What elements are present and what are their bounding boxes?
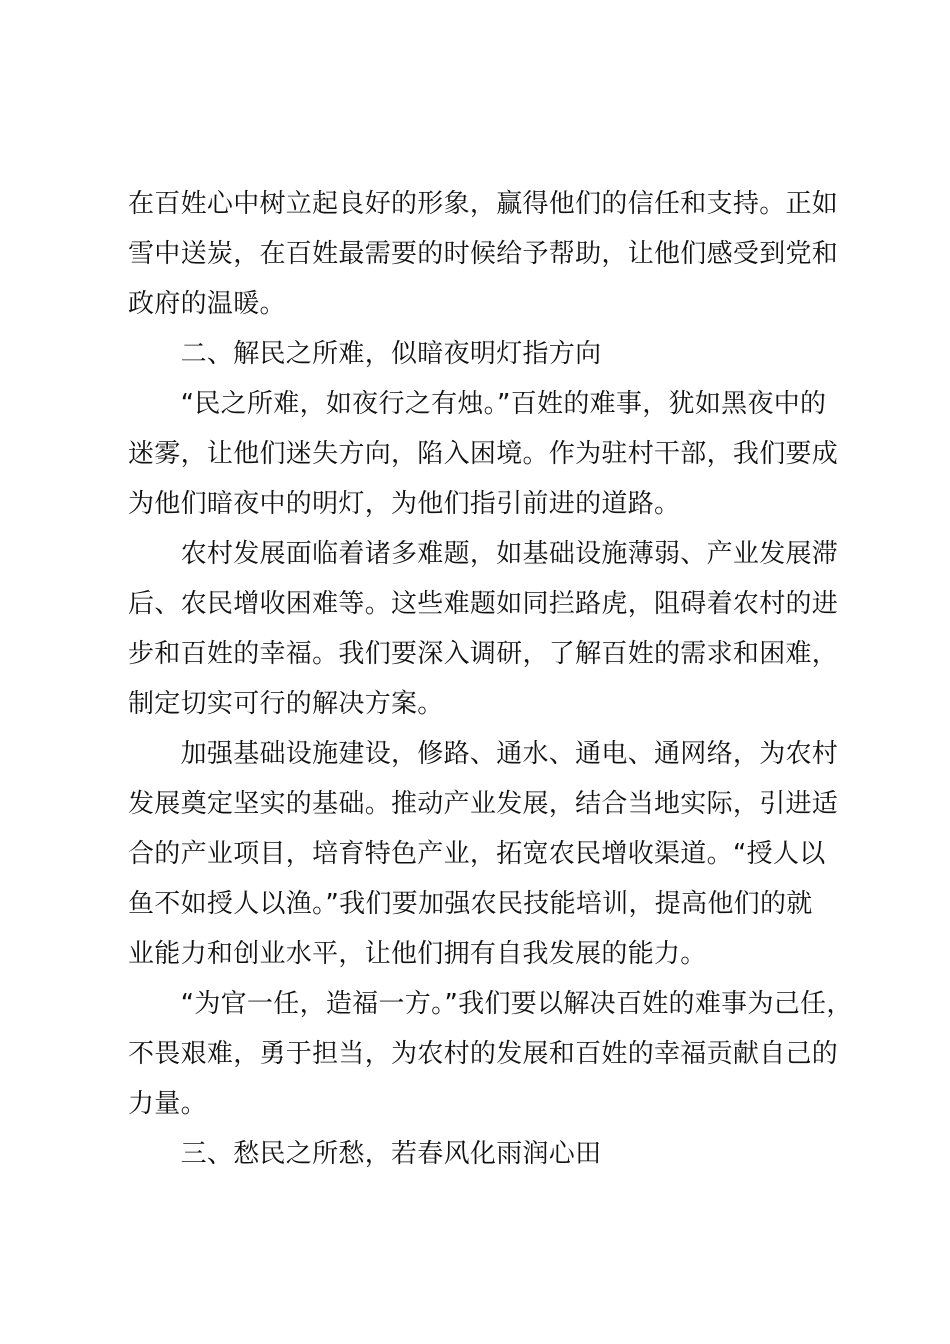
- text-line: 政府的温暖。: [128, 289, 286, 319]
- text-line: 制定切实可行的解决方案。: [128, 689, 444, 719]
- text-line: 业能力和创业水平，让他们拥有自我发展的能力。: [128, 939, 707, 969]
- text-line: 鱼不如授人以渔。”我们要加强农民技能培训，提高他们的就: [128, 889, 813, 919]
- text-line: 力量。: [128, 1089, 207, 1119]
- text-line: 合的产业项目，培育特色产业，拓宽农民增收渠道。“授人以: [128, 839, 826, 869]
- text-line: 迷雾，让他们迷失方向，陷入困境。作为驻村干部，我们要成: [128, 439, 839, 469]
- text-line: 加强基础设施建设，修路、通水、通电、通网络，为农村: [128, 739, 839, 769]
- text-line: 发展奠定坚实的基础。推动产业发展，结合当地实际，引进适: [128, 789, 839, 819]
- text-line: 后、农民增收困难等。这些难题如同拦路虎，阻碍着农村的进: [128, 589, 839, 619]
- text-line: “民之所难，如夜行之有烛。”百姓的难事，犹如黑夜中的: [128, 389, 827, 419]
- text-line: 雪中送炭，在百姓最需要的时候给予帮助，让他们感受到党和: [128, 239, 839, 269]
- text-line: 在百姓心中树立起良好的形象，赢得他们的信任和支持。正如: [128, 189, 839, 219]
- text-line: 为他们暗夜中的明灯，为他们指引前进的道路。: [128, 489, 681, 519]
- text-line: “为官一任，造福一方。”我们要以解决百姓的难事为己任，: [128, 989, 853, 1019]
- text-line: 步和百姓的幸福。我们要深入调研，了解百姓的需求和困难，: [128, 639, 839, 669]
- text-line: 农村发展面临着诸多难题，如基础设施薄弱、产业发展滞: [128, 539, 839, 569]
- text-line: 不畏艰难，勇于担当，为农村的发展和百姓的幸福贡献自己的: [128, 1039, 839, 1069]
- section-heading: 二、解民之所难，似暗夜明灯指方向: [128, 339, 602, 369]
- section-heading: 三、愁民之所愁，若春风化雨润心田: [128, 1139, 602, 1169]
